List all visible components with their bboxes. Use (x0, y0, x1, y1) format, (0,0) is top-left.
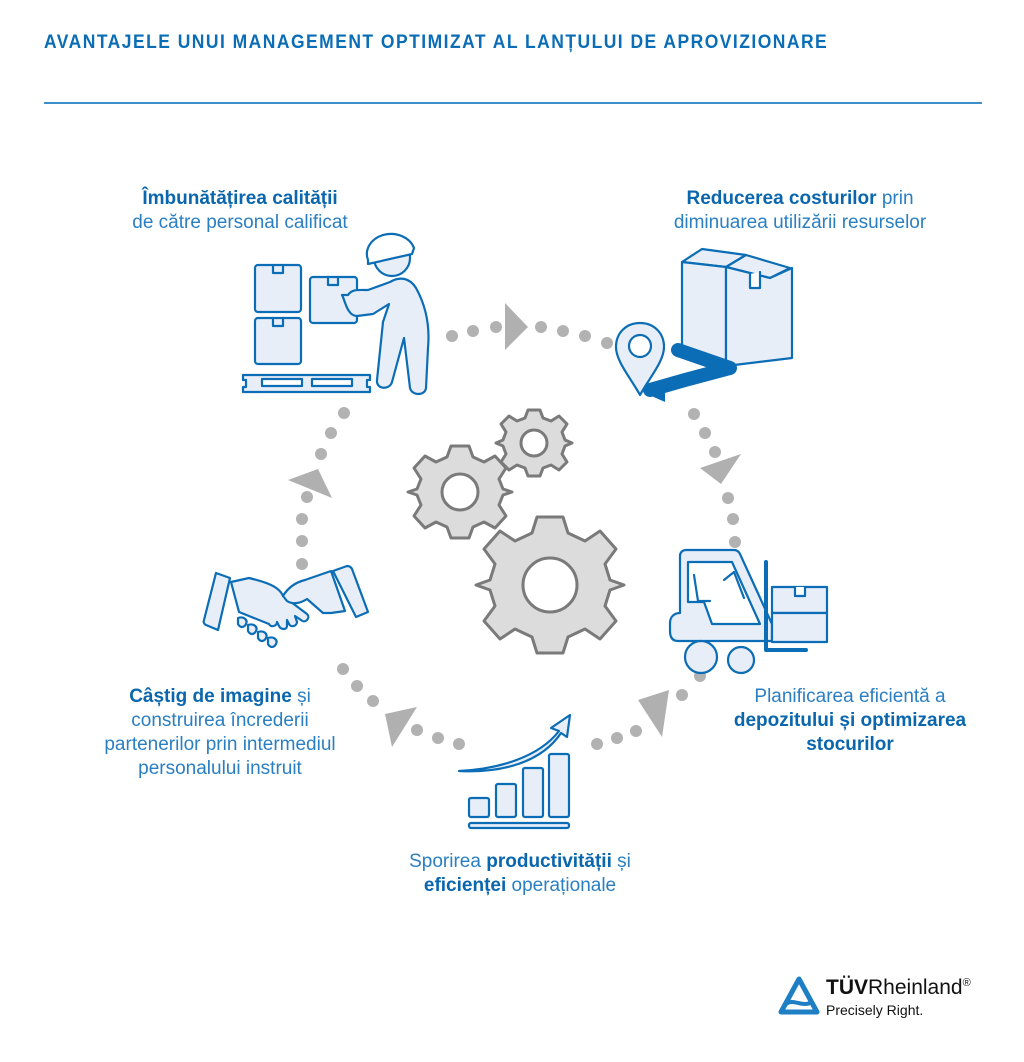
benefit-quality-caption (60, 187, 420, 235)
benefit-quality-text: de către personal calificat (132, 212, 348, 233)
benefit-costs-title: Reducerea costurilor (686, 188, 877, 209)
benefit-productivity-caption (340, 850, 700, 898)
box-route-location-icon (616, 249, 792, 402)
page-title: AVANTAJELE UNUI MANAGEMENT OPTIMIZAT AL LANȚULUI DE APROVIZIONARE (44, 32, 829, 53)
benefit-productivity-title-2: eficienței (423, 875, 507, 896)
benefit-productivity-title-1: productivității (486, 851, 612, 872)
benefit-image-caption (40, 685, 400, 781)
logo-brand-bold: TÜV (826, 976, 868, 999)
handshake-icon (204, 566, 368, 647)
tuv-triangle-icon (778, 976, 820, 1016)
benefit-image-text-1: și (291, 686, 311, 707)
benefit-image-text-4: personalului instruit (138, 758, 302, 779)
benefit-warehouse-text: Planificarea eficientă a (754, 686, 946, 707)
benefit-costs-caption (610, 187, 990, 235)
growth-bar-chart-icon (459, 715, 570, 828)
benefit-warehouse-title-2: stocurilor (806, 734, 894, 755)
logo-tagline: Precisely Right. (826, 1002, 924, 1018)
benefit-costs-text-1: prin (876, 188, 914, 209)
tuv-rheinland-logo (778, 976, 1008, 1026)
arrow-down-left-icon (638, 690, 669, 737)
logo-brand-rest: Rheinland (868, 976, 963, 999)
gears-icon (408, 410, 624, 653)
arrow-down-icon (700, 454, 741, 484)
benefit-image-title: Câștig de imagine (129, 686, 292, 707)
benefit-image-text-2: construirea încrederii (131, 710, 309, 731)
benefit-quality-title: Îmbunătățirea calității (142, 188, 338, 209)
benefit-productivity-text-2: și (611, 851, 631, 872)
benefit-image-text-3: partenerilor prin intermediul (104, 734, 336, 755)
benefit-warehouse-caption (690, 685, 1010, 757)
logo-brand-name (826, 976, 971, 1000)
worker-lifting-box-icon (243, 234, 429, 394)
arrow-right-icon (505, 303, 528, 350)
logo-registered-mark: ® (962, 977, 971, 989)
benefit-warehouse-title-1: depozitului și optimizarea (733, 710, 967, 731)
benefit-productivity-text-3: operaționale (506, 875, 617, 896)
benefit-costs-text-2: diminuarea utilizării resurselor (673, 212, 927, 233)
forklift-icon (670, 550, 827, 673)
benefit-productivity-text-1: Sporirea (409, 851, 487, 872)
